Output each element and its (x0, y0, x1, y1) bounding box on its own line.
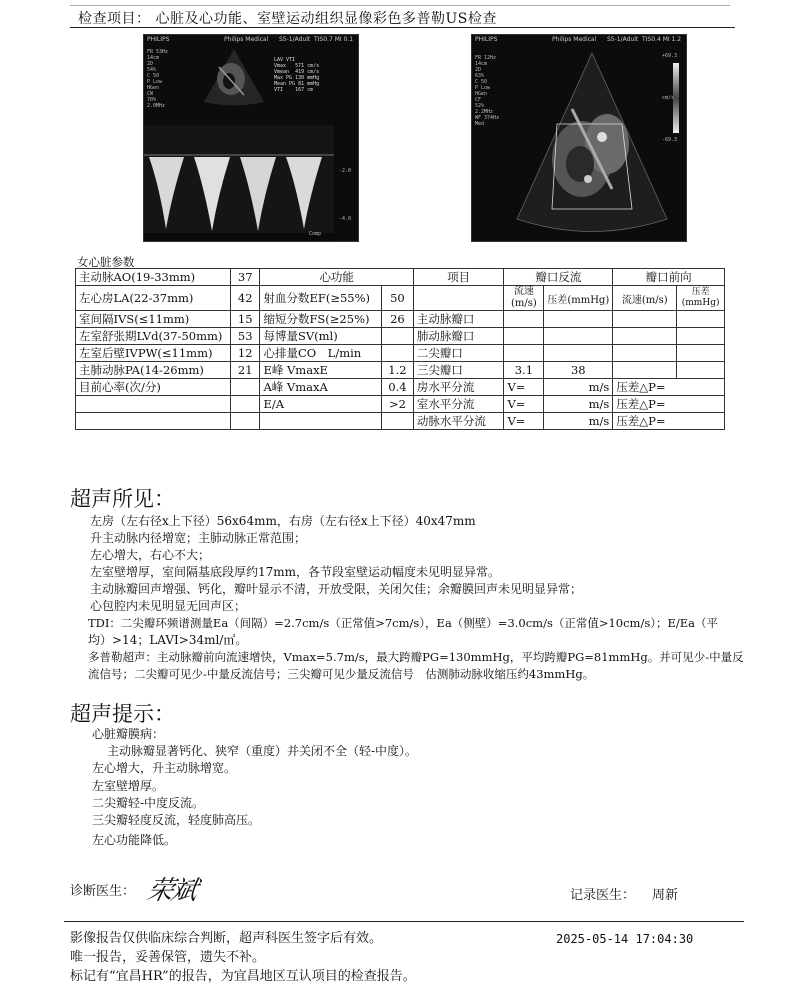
footer-note: 影像报告仅供临床综合判断，超声科医生签字后有效。 (70, 931, 383, 946)
exam-item: 检查项目： 心脏及心功能、室壁运动组织显像彩色多普勒US检查 (78, 11, 497, 27)
params-caption: 女心脏参数 (77, 255, 135, 269)
findings-line: 升主动脉内径增宽；主肺动脉正常范围； (90, 531, 307, 545)
footer-note: 标记有“宜昌HR”的报告，为宜昌地区互认项目的检查报告。 (70, 969, 416, 984)
doctor-label: 诊断医生： (70, 884, 136, 899)
conclusion-line: 三尖瓣轻度反流，轻度肺高压。 (92, 813, 261, 827)
cardiac-params-table: 主动脉AO(19-33mm) 37 心功能 项目 瓣口反流 瓣口前向 左心房LA(22-37mm) 42 射血分数EF(≥55%) 50 流速 (m/s) 压差(mmHg) 流速(m/s) 压差 (mmHg) 室间隔IVS(≤11mm) 15 缩短分数FS(≥25%) 26 主动脉瓣口 左室舒张期LVd(37-50mm) 53 每博量SV(ml) 肺动脉瓣口 左室后壁IVPW(≤11mm) 12 心排量CO L/min 二尖瓣口 主肺动脉PA(14-26mm) 21 E峰 VmaxE 1.2 三尖瓣口 3.1 38 目前心率(次/分) A峰 VmaxA 0.4 房水平分流 V= m/s 压差△P= E/A >2 室水平分流 V= m/s 压差△P= 动脉水平分流 V= m/s 压差△P= (75, 268, 725, 430)
conclusion-line: 主动脉瓣显著钙化、狭窄（重度）并关闭不全（轻-中度）。 (107, 744, 418, 758)
doppler-ultrasound-image: PHILIPS Philips Medical S5-1/Adult TIS0.7 MI 0.1 FR 53Hz 14cm 2D 54% C 50 P Low HGen CW 70% 2.0MHz LAV VTI Vmax 571 cm/s Vmean 419 cm/s Max PG 130 mmHg Mean PG 81 mmHg VTI 167 cm -2.0 -4.0 Comp (143, 34, 359, 242)
findings-line: 左心增大，右心不大； (90, 548, 211, 562)
conclusion-line: 左心功能降低。 (92, 833, 177, 847)
findings-line: 流信号；二尖瓣可见少-中量反流信号；三尖瓣可见少量反流信号 估测肺动脉收缩压约43mmHg。 (88, 667, 595, 681)
conclusion-line: 二尖瓣轻-中度反流。 (92, 796, 205, 810)
doctor-signature: 荣斌 (144, 876, 199, 906)
title-divider (70, 27, 735, 28)
findings-line: TDI：二尖瓣环频谱测量Ea（间隔）=2.7cm/s（正常值>7cm/s），Ea（侧壁）=3.0cm/s（正常值>10cm/s）；E/Ea（平 (88, 616, 719, 630)
top-divider (70, 5, 730, 6)
report-timestamp: 2025-05-14 17:04:30 (556, 932, 694, 946)
footer-divider (64, 921, 744, 922)
conclusion-line: 左室壁增厚。 (92, 779, 165, 793)
findings-line: 心包腔内未见明显无回声区； (90, 599, 247, 613)
recorder-label: 记录医生： (570, 888, 636, 903)
findings-line: 多普勒超声：主动脉瓣前向流速增快，Vmax=5.7m/s，最大跨瓣PG=130mmHg，平均跨瓣PG=81mmHg。并可见少-中量反 (88, 650, 744, 664)
color-doppler-ultrasound-image: PHILIPS Philips Medical S5-1/Adult TIS0.4 MI 1.2 FR 12Hz 14cm 2D 63% C 50 P Low HGen CF 52% 2.2MHz WF 374Hz Med +69.3 cm/s -69.3 (471, 34, 687, 242)
recorder-name: 周新 (652, 888, 679, 903)
findings-line: 均）>14；LAVI>34ml/㎡。 (88, 633, 248, 647)
footer-note: 唯一报告，妥善保管，遗失不补。 (70, 950, 266, 965)
echo-sector (512, 49, 672, 239)
findings-line: 主动脉瓣回声增强、钙化，瓣叶显示不清，开放受限，关闭欠佳；余瓣膜回声未见明显异常； (90, 582, 583, 596)
doppler-scale: -2.0 -4.0 (339, 168, 352, 222)
findings-line: 左房（左右径x上下径）56x64mm，右房（左右径x上下径）40x47mm (90, 514, 476, 528)
echo-sector-thumbnail (199, 47, 269, 107)
findings-title: 超声所见： (70, 487, 175, 511)
conclusion-title: 超声提示： (70, 702, 175, 726)
conclusion-line: 左心增大，升主动脉增宽。 (92, 761, 237, 775)
doppler-spectrum (144, 125, 358, 241)
findings-line: 左室壁增厚，室间隔基底段厚约17mm，各节段室壁运动幅度未见明显异常。 (90, 565, 501, 579)
conclusion-line: 心脏瓣膜病： (92, 727, 165, 741)
